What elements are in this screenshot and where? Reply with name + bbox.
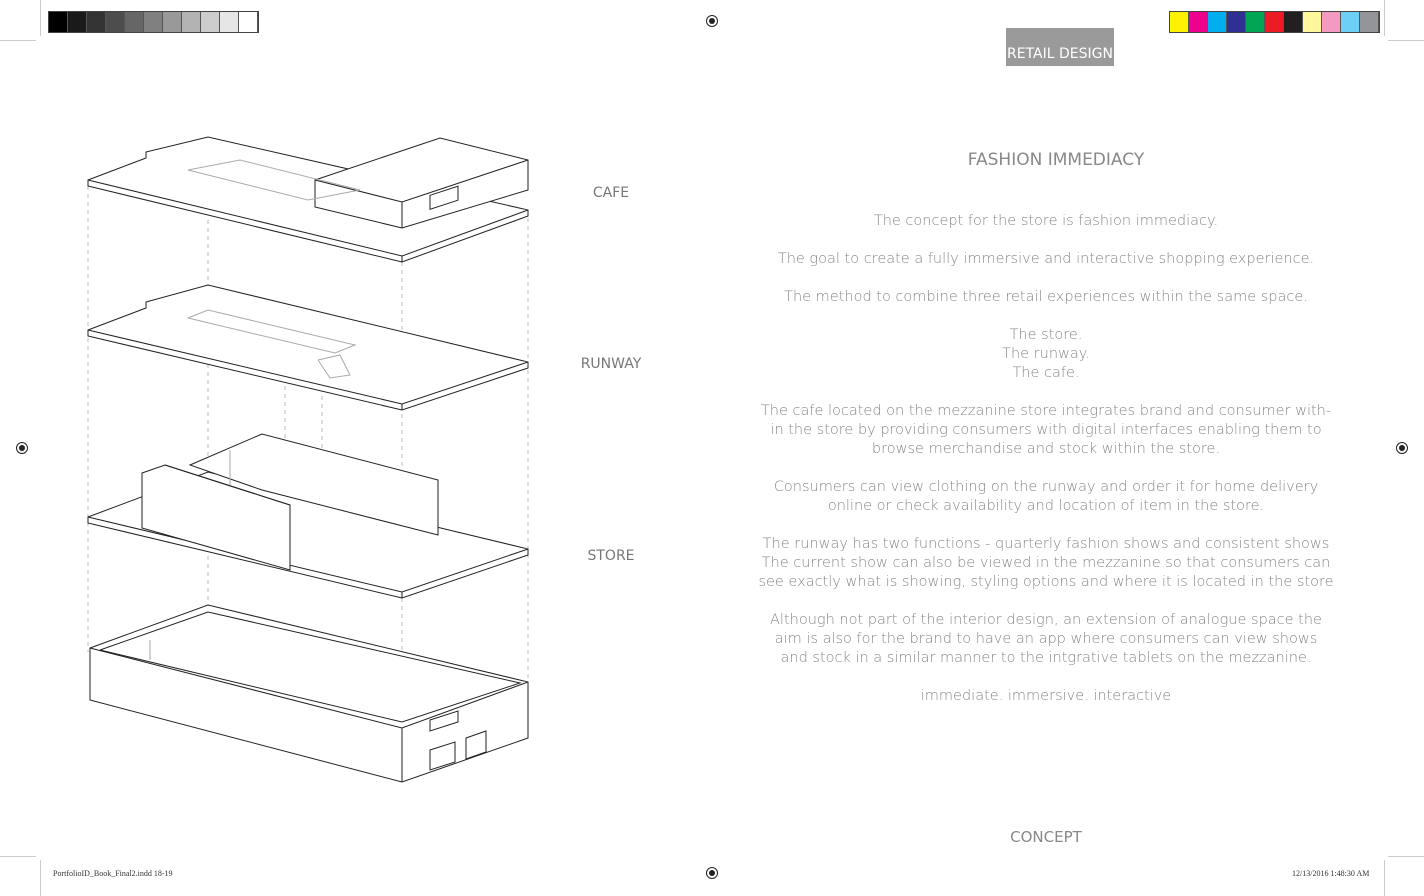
level-label-cafe: CAFE [592, 185, 630, 201]
text-line: The cafe located on the mezzanine store integrates brand and consumer with- [760, 403, 1332, 419]
level-label-runway: RUNWAY [580, 356, 642, 372]
runway-level [88, 285, 528, 410]
paragraph [746, 687, 1346, 706]
text-line: browse merchandise and stock within the store. [871, 441, 1221, 457]
crop-mark [1388, 856, 1424, 857]
concept-text [746, 212, 1346, 725]
paragraph [746, 326, 1346, 383]
registration-mark-icon [706, 867, 718, 879]
text-line: The goal to create a fully immersive and interactive shopping experience. [777, 251, 1315, 267]
color-swatch [1265, 12, 1284, 32]
page-title: FASHION IMMEDIACY [967, 150, 1145, 170]
text-line: see exactly what is showing, styling options and where it is located in the store [758, 574, 1334, 590]
paragraph [746, 250, 1346, 269]
store-level [88, 434, 528, 598]
level-label-store: STORE [587, 548, 635, 564]
text-line: The concept for the store is fashion immediacy. [873, 213, 1219, 229]
cafe-level [88, 137, 528, 262]
paragraph [746, 478, 1346, 516]
paragraph [746, 288, 1346, 307]
text-line: aim is also for the brand to have an app where consumers can view shows [774, 631, 1318, 647]
color-swatch [1322, 12, 1341, 32]
color-swatch [1341, 12, 1360, 32]
paragraph [746, 402, 1346, 459]
text-line: The store. [1009, 327, 1083, 343]
text-line: Although not part of the interior design, an extension of analogue space the [770, 612, 1322, 628]
page-footer-label: CONCEPT [1010, 828, 1082, 846]
crop-mark [1388, 40, 1424, 41]
process-color-bar [1169, 11, 1380, 33]
color-swatch [1303, 12, 1322, 32]
color-swatch [1284, 12, 1303, 32]
ground-level [90, 605, 528, 782]
color-swatch [1170, 12, 1189, 32]
text-line: The method to combine three retail experiences within the same space. [784, 289, 1308, 305]
crop-mark [1384, 0, 1385, 36]
section-tag: RETAIL DESIGN [1006, 28, 1114, 66]
registration-mark-icon [706, 15, 718, 27]
text-line: online or check availability and location of item in the store. [827, 498, 1265, 514]
text-line: The runway. [1002, 346, 1090, 362]
color-swatch [1208, 12, 1227, 32]
text-line: The runway has two functions - quarterly fashion shows and consistent shows [762, 536, 1330, 552]
slug-filename: PortfolioID_Book_Final2.indd 18-19 [53, 869, 173, 878]
color-swatch [1360, 12, 1379, 32]
text-line: immediate. immersive. interactive [920, 688, 1172, 704]
exploded-axonometric-diagram [0, 0, 700, 896]
color-swatch [1189, 12, 1208, 32]
text-line: The current show can also be viewed in the mezzanine so that consumers can [761, 555, 1331, 571]
paragraph [746, 611, 1346, 668]
crop-mark [1384, 860, 1385, 896]
text-line: in the store by providing consumers with digital interfaces enabling them to [770, 422, 1322, 438]
color-swatch [1246, 12, 1265, 32]
text-line: The cafe. [1012, 365, 1080, 381]
paragraph [746, 535, 1346, 592]
paragraph [746, 212, 1346, 231]
text-line: Consumers can view clothing on the runway and order it for home delivery [773, 479, 1319, 495]
text-line: and stock in a similar manner to the intgrative tablets on the mezzanine. [780, 650, 1312, 666]
slug-timestamp: 12/13/2016 1:48:30 AM [1292, 869, 1370, 878]
registration-mark-icon [1396, 442, 1408, 454]
color-swatch [1227, 12, 1246, 32]
